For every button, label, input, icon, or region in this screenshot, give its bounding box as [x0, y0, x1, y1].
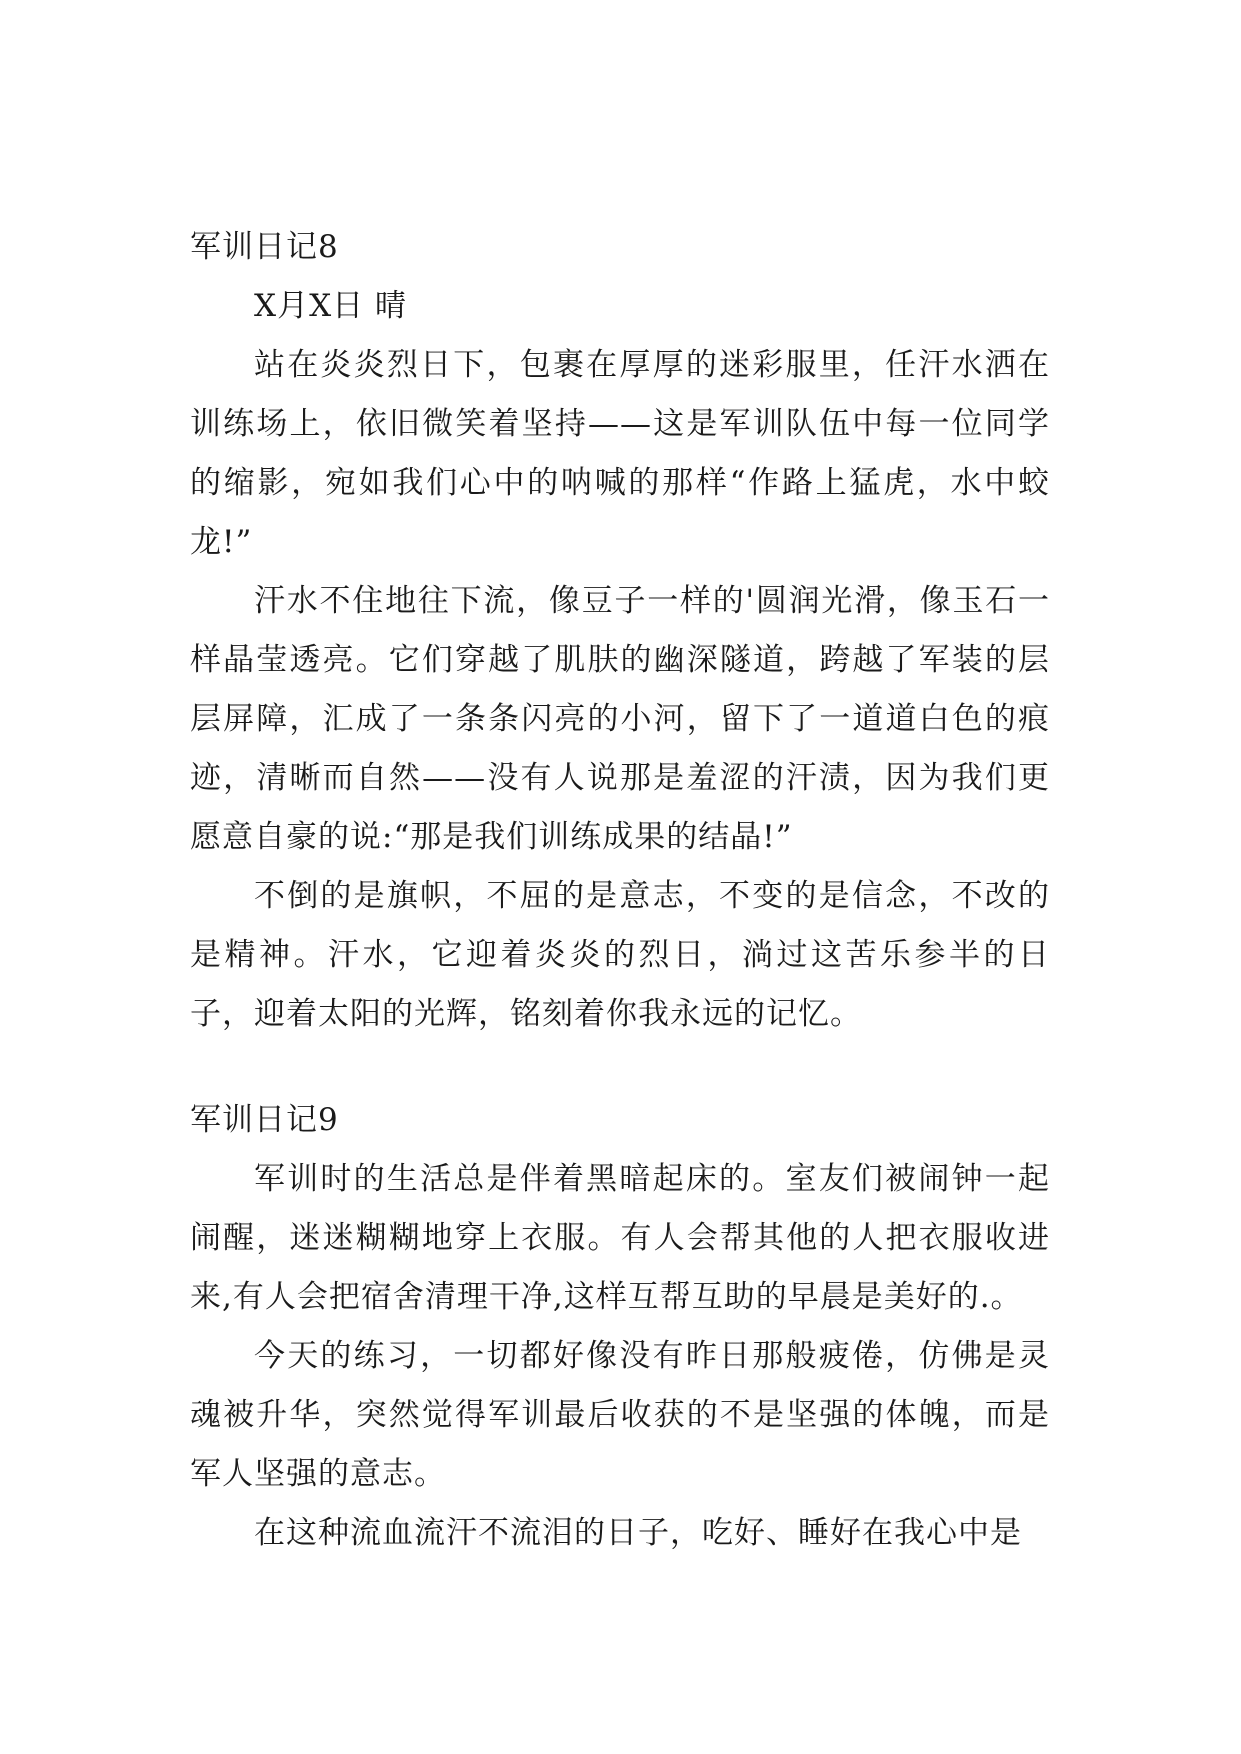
diary-8-title: 军训日记8 [190, 229, 339, 265]
diary-8-date: X月X日 晴 [254, 288, 407, 324]
diary-9-paragraph-1: 军训时的生活总是伴着黑暗起床的。室友们被闹钟一起闹醒，迷迷糊糊地穿上衣服。有人会帮其他的人把衣服收进来,有人会把宿舍清理干净,这样互帮互助的早晨是美好的.。 [190, 1161, 1050, 1315]
diary-9-paragraph-3: 在这种流血流汗不流泪的日子，吃好、睡好在我心中是 [254, 1515, 1022, 1551]
diary-9-title: 军训日记9 [190, 1102, 339, 1138]
diary-8-paragraph-3: 不倒的是旗帜，不屈的是意志，不变的是信念，不改的是精神。汗水，它迎着炎炎的烈日，淌过这苦乐参半的日子，迎着太阳的光辉，铭刻着你我永远的记忆。 [190, 878, 1050, 1032]
diary-entry-9 [190, 1091, 1050, 1563]
diary-8-paragraph-2: 汗水不住地往下流，像豆子一样的'圆润光滑，像玉石一样晶莹透亮。它们穿越了肌肤的幽深隧道，跨越了军装的层层屏障，汇成了一条条闪亮的小河，留下了一道道白色的痕迹，清晰而自然——没有人说那是羞涩的汗渍，因为我们更愿意自豪的说:“那是我们训练成果的结晶!” [190, 583, 1050, 855]
diary-8-paragraph-1: 站在炎炎烈日下，包裹在厚厚的迷彩服里，任汗水洒在训练场上，依旧微笑着坚持——这是军训队伍中每一位同学的缩影，宛如我们心中的呐喊的那样“作路上猛虎，水中蛟龙!” [190, 347, 1050, 560]
diary-entry-8 [190, 218, 1050, 1044]
diary-9-paragraph-2: 今天的练习，一切都好像没有昨日那般疲倦，仿佛是灵魂被升华，突然觉得军训最后收获的不是坚强的体魄，而是军人坚强的意志。 [190, 1338, 1050, 1492]
